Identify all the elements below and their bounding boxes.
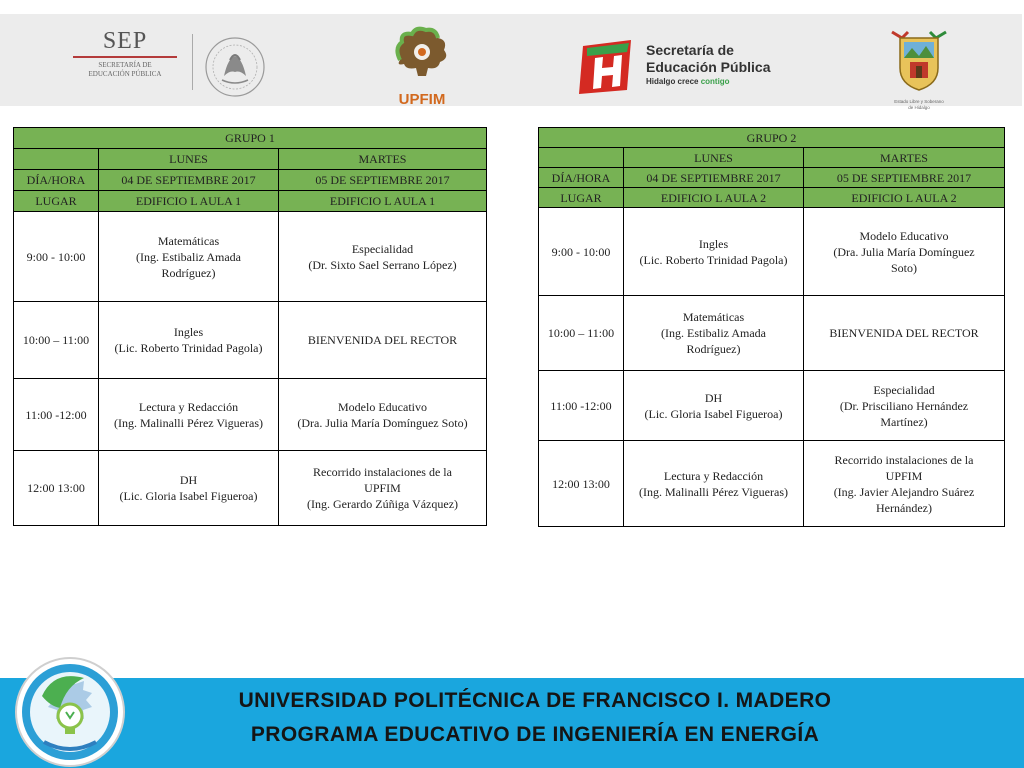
teacher-line: Martínez) [880, 414, 928, 429]
day-header: LUNES [624, 148, 804, 168]
table-row [14, 128, 487, 149]
hidalgo-sep-wordmark [646, 42, 786, 88]
time-cell: 11:00 -12:00 [539, 371, 624, 441]
class-cell [624, 371, 804, 441]
footer-university-name: UNIVERSIDAD POLITÉCNICA DE FRANCISCO I. MADERO [238, 689, 832, 712]
hidalgo-coat-of-arms [888, 28, 950, 108]
subject-line: Recorrido instalaciones de la [834, 452, 974, 467]
table-row [14, 302, 487, 379]
subject-line: Modelo Educativo [338, 399, 427, 414]
class-cell [804, 208, 1005, 296]
table-row [539, 371, 1005, 441]
footer-program-name: PROGRAMA EDUCATIVO DE INGENIERÍA EN ENERGÍA [250, 723, 820, 746]
time-cell: 10:00 – 11:00 [14, 302, 99, 379]
class-cell [624, 296, 804, 371]
schedule-table-grupo1 [13, 127, 487, 526]
table-row [539, 188, 1005, 208]
sep-logo-rule [73, 56, 177, 58]
sep-logo-sub2: EDUCACIÓN PÚBLICA [88, 70, 162, 78]
sep-logo-divider [192, 34, 193, 90]
time-cell: 11:00 -12:00 [14, 379, 99, 451]
place-label: LUGAR [14, 191, 99, 212]
hidalgo-tagline-b: contigo [700, 77, 730, 86]
subject-line: BIENVENIDA DEL RECTOR [829, 326, 979, 340]
table-row [14, 212, 487, 302]
class-cell [279, 302, 487, 379]
table-row [14, 191, 487, 212]
date-cell: 05 DE SEPTIEMBRE 2017 [804, 168, 1005, 188]
table-row [539, 128, 1005, 148]
time-cell: 9:00 - 10:00 [14, 212, 99, 302]
teacher-line: (Dr. Prisciliano Hernández [839, 398, 969, 413]
teacher-line: Rodríguez) [161, 265, 216, 280]
upfim-logo-word: UPFIM [398, 91, 446, 108]
subject-line: DH [704, 390, 723, 405]
subject-line: Ingles [173, 325, 204, 339]
subject-line: Lectura y Redacción [663, 468, 764, 483]
hidalgo-tagline-a: Hidalgo crece [646, 77, 701, 86]
header-logo-strip [0, 14, 1022, 110]
teacher-line: (Ing. Estibaliz Amada [661, 326, 766, 340]
group-title: GRUPO 1 [14, 128, 487, 149]
table-row [14, 149, 487, 170]
mexican-eagle-seal-icon [204, 36, 266, 98]
teacher-line: (Lic. Roberto Trinidad Pagola) [114, 341, 263, 355]
class-cell [279, 379, 487, 451]
class-cell [804, 441, 1005, 527]
sep-logo [70, 28, 180, 94]
table-row [539, 441, 1005, 527]
crest-caption-line2: de Hidalgo [908, 105, 930, 110]
subject-line: Modelo Educativo [859, 228, 949, 243]
subject-line: UPFIM [885, 468, 923, 483]
date-cell: 04 DE SEPTIEMBRE 2017 [624, 168, 804, 188]
subject-line: Lectura y Redacción [138, 399, 239, 414]
table-row [539, 296, 1005, 371]
group-title: GRUPO 2 [539, 128, 1005, 148]
class-cell [624, 441, 804, 527]
sep-logo-sub1: SECRETARÍA DE [98, 61, 152, 69]
subject-line: BIENVENIDA DEL RECTOR [307, 333, 458, 347]
upfim-logo [386, 26, 458, 108]
table-row [539, 148, 1005, 168]
hidalgo-h-logo [577, 38, 637, 96]
schedule-table-grupo2 [538, 127, 1005, 527]
day-header: MARTES [279, 149, 487, 170]
teacher-line: (Lic. Gloria Isabel Figueroa) [644, 406, 783, 421]
day-header: MARTES [804, 148, 1005, 168]
class-cell [279, 212, 487, 302]
subject-line: Ingles [698, 236, 729, 251]
blank-cell [539, 148, 624, 168]
place-cell: EDIFICIO L AULA 2 [804, 188, 1005, 208]
place-cell: EDIFICIO L AULA 2 [624, 188, 804, 208]
table-row [539, 208, 1005, 296]
crest-caption-line1: Estado Libre y Soberano [894, 99, 944, 104]
day-header: LUNES [99, 149, 279, 170]
hidalgo-tagline [646, 76, 786, 88]
teacher-line: (Lic. Gloria Isabel Figueroa) [119, 489, 258, 503]
class-cell [804, 371, 1005, 441]
date-label: DÍA/HORA [14, 170, 99, 191]
time-cell: 9:00 - 10:00 [539, 208, 624, 296]
teacher-line: (Dr. Sixto Sael Serrano López) [308, 257, 457, 272]
teacher-line: (Dra. Julia María Domínguez Soto) [297, 415, 468, 430]
subject-line: Matemáticas [157, 233, 220, 248]
time-cell: 12:00 13:00 [539, 441, 624, 527]
subject-line: Matemáticas [682, 310, 745, 324]
hidalgo-wordmark-line2: Educación Pública [646, 59, 771, 75]
class-cell [99, 302, 279, 379]
time-cell: 10:00 – 11:00 [539, 296, 624, 371]
table-row [14, 170, 487, 191]
hidalgo-wordmark-line1: Secretaría de [646, 42, 734, 58]
teacher-line: (Dra. Julia María Domínguez [833, 244, 975, 259]
table-row [14, 451, 487, 526]
subject-line: UPFIM [364, 481, 401, 495]
class-cell [279, 451, 487, 526]
subject-line: DH [179, 473, 198, 487]
place-label: LUGAR [539, 188, 624, 208]
teacher-line: (Ing. Malinalli Pérez Vigueras) [113, 415, 263, 430]
place-cell: EDIFICIO L AULA 1 [99, 191, 279, 212]
class-cell [99, 451, 279, 526]
table-row [14, 379, 487, 451]
teacher-line: (Ing. Javier Alejandro Suárez [833, 484, 975, 499]
subject-line: Recorrido instalaciones de la [313, 465, 452, 479]
teacher-line: (Lic. Roberto Trinidad Pagola) [639, 252, 788, 267]
class-cell [99, 212, 279, 302]
teacher-line: Rodríguez) [686, 342, 741, 356]
date-cell: 04 DE SEPTIEMBRE 2017 [99, 170, 279, 191]
teacher-line: Soto) [890, 260, 917, 275]
teacher-line: (Ing. Estibaliz Amada [136, 249, 241, 264]
table-row [539, 168, 1005, 188]
subject-line: Especialidad [873, 382, 935, 397]
place-cell: EDIFICIO L AULA 1 [279, 191, 487, 212]
blank-cell [14, 149, 99, 170]
teacher-line: Hernández) [876, 500, 932, 515]
date-cell: 05 DE SEPTIEMBRE 2017 [279, 170, 487, 191]
class-cell [804, 296, 1005, 371]
time-cell: 12:00 13:00 [14, 451, 99, 526]
date-label: DÍA/HORA [539, 168, 624, 188]
subject-line: Especialidad [351, 241, 414, 256]
sep-logo-word: SEP [102, 28, 148, 54]
class-cell [624, 208, 804, 296]
class-cell [99, 379, 279, 451]
teacher-line: (Ing. Gerardo Zúñiga Vázquez) [306, 497, 459, 511]
teacher-line: (Ing. Malinalli Pérez Vigueras) [638, 484, 788, 499]
